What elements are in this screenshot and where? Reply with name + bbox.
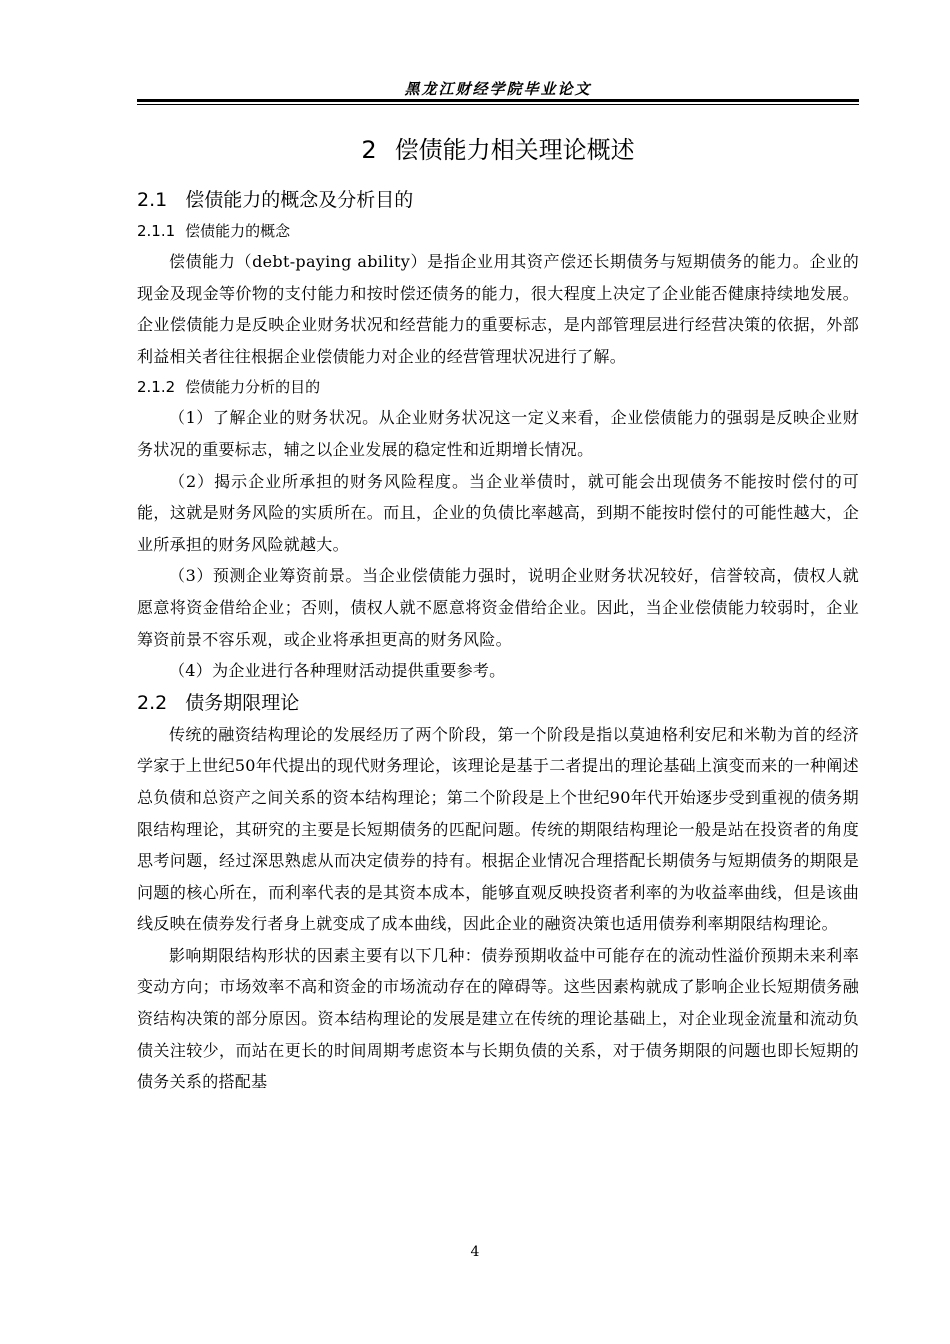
section-title: 债务期限理论	[185, 691, 300, 714]
section-heading-2-1	[137, 184, 859, 216]
running-header: 黑龙江财经学院毕业论文	[404, 80, 592, 98]
subsection-number: 2.1.2	[137, 378, 176, 397]
subsection-heading-2-1-2	[137, 372, 859, 402]
section-heading-2-2	[137, 687, 859, 719]
section-title: 偿债能力的概念及分析目的	[185, 189, 414, 211]
chapter-number: 2	[361, 136, 377, 164]
paragraph-theory-2: 影响期限结构形状的因素主要有以下几种：债券预期收益中可能存在的流动性溢价预期未来利率变动方向；市场效率不高和资金的市场流动存在的障碍等。这些因素构就成了影响企业长短期债务融资结构决策的部分原因。资本结构理论的发展是建立在传统的理论基础上，对企业现金流量和流动负债关注较少，而站在更长的时间周期考虑资本与长期负债的关系，对于债务期限的问题也即长短期的债务关系的搭配基	[137, 945, 859, 1092]
page-body	[137, 130, 859, 1098]
purpose-item-1: （1）了解企业的财务状况。从企业财务状况这一定义来看，企业偿债能力的强弱是反映企业财务状况的重要标志，辅之以企业发展的稳定性和近期增长情况。	[137, 408, 859, 459]
chapter-title	[137, 130, 859, 170]
paragraph-theory-1: 传统的融资结构理论的发展经历了两个阶段，第一个阶段是指以莫迪格利安尼和米勒为首的经济学家于上世纪50年代提出的现代财务理论，该理论是基于二者提出的理论基础上演变而来的一种阐述总负债和总资产之间关系的资本结构理论；第二个阶段是上个世纪90年代开始逐步受到重视的债务期限结构理论，其研究的主要是长短期债务的匹配问题。传统的期限结构理论一般是站在投资者的角度思考问题，经过深思熟虑从而决定债券的持有。根据企业情况合理搭配长期债务与短期债务的期限是问题的核心所在，而利率代表的是其资本成本，能够直观反映投资者利率的为收益率曲线，但是该曲线反映在债券发行者身上就变成了成本曲线，因此企业的融资决策也适用债券利率期限结构理论。	[137, 724, 859, 934]
section-number: 2.1	[137, 189, 168, 211]
subsection-number: 2.1.1	[137, 222, 176, 240]
purpose-item-2: （2）揭示企业所承担的财务风险程度。当企业举债时，就可能会出现债务不能按时偿付的可能，这就是财务风险的实质所在。而且，企业的负债比率越高，到期不能按时偿付的可能性越大，企业所承担的财务风险就越大。	[137, 471, 859, 554]
header-rule-thick	[137, 99, 859, 102]
subsection-title: 偿债能力的概念	[185, 222, 291, 240]
subsection-heading-2-1-1	[137, 216, 859, 246]
chapter-title-text: 偿债能力相关理论概述	[394, 136, 635, 164]
subsection-title: 偿债能力分析的目的	[185, 378, 321, 397]
paragraph-concept: 偿债能力（debt-paying ability）是指企业用其资产偿还长期债务与短期债务的能力。企业的现金及现金等价物的支付能力和按时偿还债务的能力，很大程度上决定了企业能否健康持续地发展。企业偿债能力是反映企业财务状况和经营能力的重要标志，是内部管理层进行经营决策的依据，外部利益相关者往往根据企业偿债能力对企业的经营管理状况进行了解。	[137, 252, 859, 366]
section-number: 2.2	[137, 691, 168, 714]
purpose-item-3: （3）预测企业筹资前景。当企业偿债能力强时，说明企业财务状况较好，信誉较高，债权人就愿意将资金借给企业；否则，债权人就不愿意将资金借给企业。因此，当企业偿债能力较弱时，企业筹资前景不容乐观，或企业将承担更高的财务风险。	[137, 566, 859, 649]
purpose-item-4: （4）为企业进行各种理财活动提供重要参考。	[169, 661, 506, 681]
page-number: 4	[470, 1244, 480, 1260]
header-rule-thin	[137, 104, 859, 105]
